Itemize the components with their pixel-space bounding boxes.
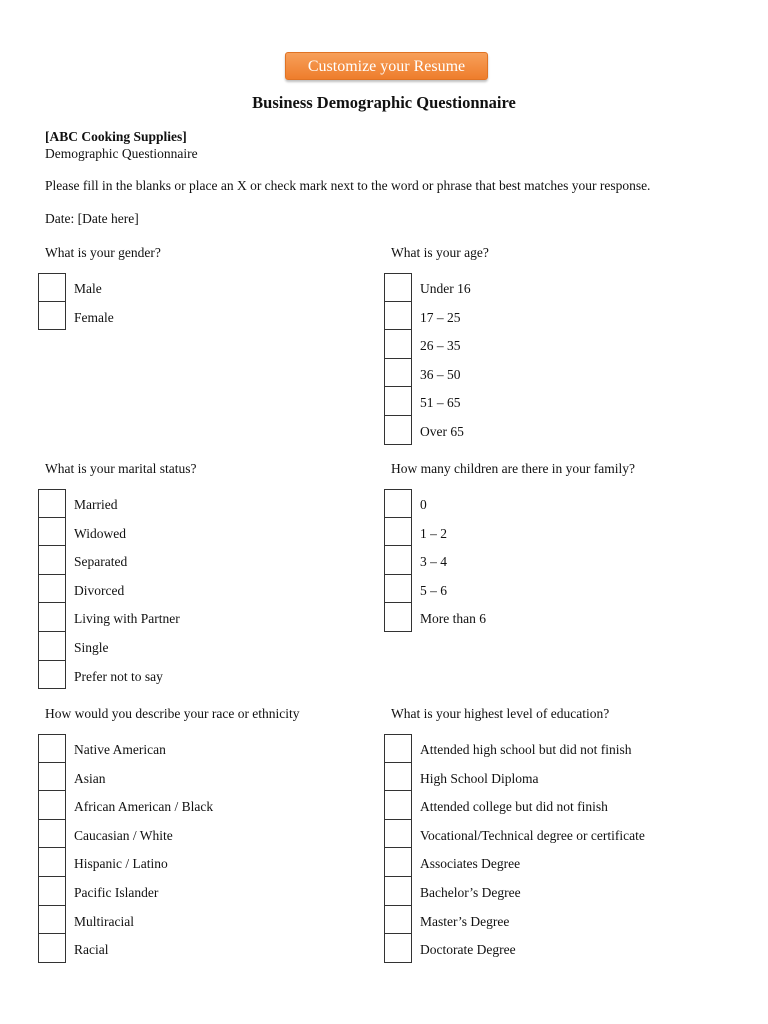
- checkbox[interactable]: [38, 546, 66, 575]
- option-label: 0: [420, 497, 427, 512]
- checkbox[interactable]: [384, 603, 412, 632]
- option-label: Master’s Degree: [420, 913, 510, 929]
- checkbox[interactable]: [384, 848, 412, 877]
- question-race: How would you describe your race or ethnicity: [45, 706, 300, 721]
- instructions-text: Please fill in the blanks or place an X or check mark next to the word or phrase that best matches your response.: [45, 178, 651, 193]
- checkbox[interactable]: [384, 820, 412, 849]
- option-label: Vocational/Technical degree or certificate: [420, 827, 645, 843]
- option-label: 1 – 2: [420, 525, 447, 541]
- option-label: Married: [74, 497, 118, 512]
- checkbox[interactable]: [384, 546, 412, 575]
- option-label: Living with Partner: [74, 611, 180, 627]
- option-label: Single: [74, 639, 109, 655]
- question-marital-status: What is your marital status?: [45, 461, 197, 476]
- option-label: Multiracial: [74, 913, 134, 929]
- checkbox[interactable]: [384, 387, 412, 416]
- option-label: 26 – 35: [420, 338, 461, 354]
- checkbox[interactable]: [384, 791, 412, 820]
- option-label: Bachelor’s Degree: [420, 884, 521, 900]
- option-label: 5 – 6: [420, 582, 447, 598]
- checkbox[interactable]: [38, 518, 66, 547]
- checkbox[interactable]: [38, 575, 66, 604]
- checkbox[interactable]: [38, 934, 66, 963]
- question-age: What is your age?: [391, 245, 489, 260]
- checkbox[interactable]: [38, 273, 66, 302]
- option-label: Male: [74, 281, 102, 296]
- checkbox[interactable]: [38, 820, 66, 849]
- checkbox[interactable]: [384, 489, 412, 518]
- option-label: Caucasian / White: [74, 827, 173, 843]
- option-label: Female: [74, 309, 114, 325]
- checkbox[interactable]: [38, 906, 66, 935]
- option-label: Attended high school but did not finish: [420, 742, 632, 757]
- checkbox[interactable]: [38, 661, 66, 690]
- option-label: Separated: [74, 554, 128, 570]
- option-label: 3 – 4: [420, 554, 447, 570]
- option-label: Hispanic / Latino: [74, 856, 168, 872]
- option-label: Attended college but did not finish: [420, 799, 608, 815]
- date-field: Date: [Date here]: [45, 211, 139, 226]
- checkbox[interactable]: [38, 763, 66, 792]
- question-children: How many children are there in your family?: [391, 461, 636, 476]
- option-label: 17 – 25: [420, 309, 461, 325]
- option-label: Pacific Islander: [74, 884, 159, 900]
- checkbox[interactable]: [384, 330, 412, 359]
- checkbox[interactable]: [384, 734, 412, 763]
- option-label: Asian: [74, 770, 106, 786]
- form-subtitle: Demographic Questionnaire: [45, 146, 198, 161]
- checkbox[interactable]: [384, 416, 412, 445]
- option-label: Widowed: [74, 525, 126, 541]
- option-label: Doctorate Degree: [420, 942, 516, 958]
- checkbox[interactable]: [384, 763, 412, 792]
- checkbox[interactable]: [38, 632, 66, 661]
- checkbox[interactable]: [38, 877, 66, 906]
- checkbox[interactable]: [38, 791, 66, 820]
- page-title: Business Demographic Questionnaire: [252, 93, 516, 112]
- question-gender: What is your gender?: [45, 245, 161, 260]
- checkbox[interactable]: [38, 302, 66, 331]
- checkbox[interactable]: [384, 906, 412, 935]
- checkbox[interactable]: [384, 518, 412, 547]
- customize-resume-button[interactable]: Customize your Resume: [285, 52, 488, 80]
- checkbox[interactable]: [384, 934, 412, 963]
- option-label: Over 65: [420, 423, 464, 439]
- option-label: High School Diploma: [420, 770, 539, 786]
- option-label: Under 16: [420, 281, 471, 296]
- option-label: Prefer not to say: [74, 668, 163, 684]
- checkbox[interactable]: [384, 302, 412, 331]
- option-label: Native American: [74, 742, 166, 757]
- option-label: Associates Degree: [420, 856, 521, 872]
- checkbox[interactable]: [38, 848, 66, 877]
- checkbox[interactable]: [384, 877, 412, 906]
- company-name: [ABC Cooking Supplies]: [45, 129, 187, 144]
- checkbox[interactable]: [38, 489, 66, 518]
- option-label: More than 6: [420, 611, 486, 627]
- checkbox[interactable]: [384, 575, 412, 604]
- option-label: Racial: [74, 942, 109, 958]
- checkbox[interactable]: [384, 273, 412, 302]
- checkbox[interactable]: [384, 359, 412, 388]
- checkbox[interactable]: [38, 603, 66, 632]
- option-label: Divorced: [74, 582, 125, 598]
- checkbox[interactable]: [38, 734, 66, 763]
- option-label: 51 – 65: [420, 395, 461, 411]
- option-label: African American / Black: [74, 799, 214, 815]
- question-education: What is your highest level of education?: [391, 706, 610, 721]
- option-label: 36 – 50: [420, 366, 461, 382]
